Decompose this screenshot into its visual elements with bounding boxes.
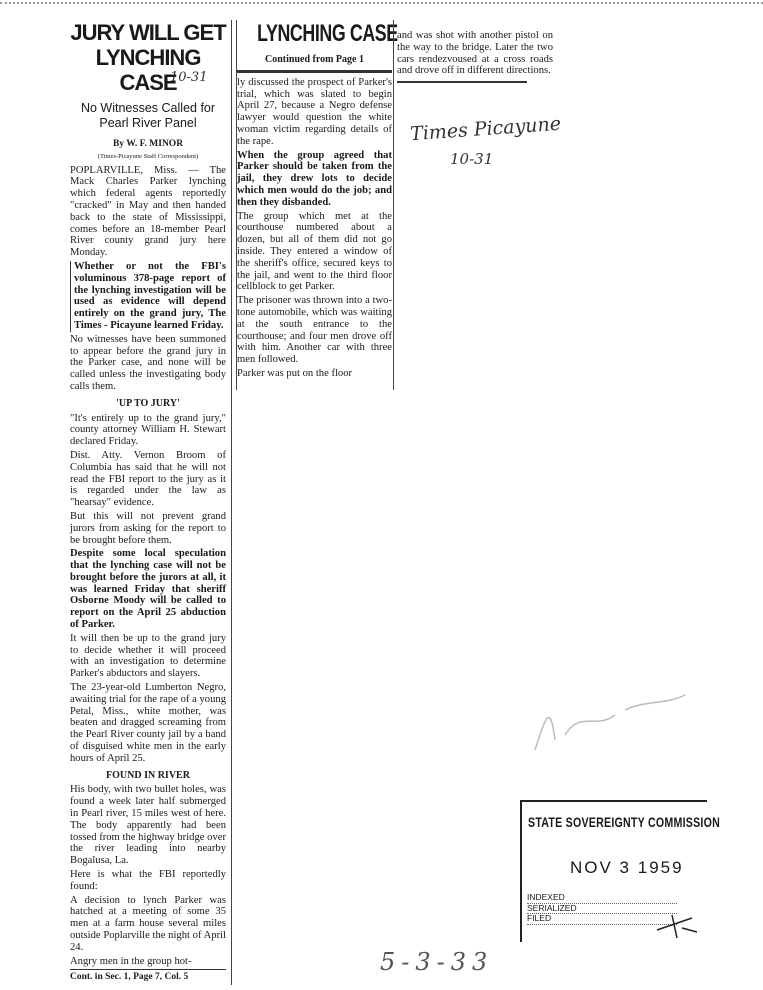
paragraph: Whether or not the FBI's voluminous 378-page report of the lynching investigation will be used as evidence will depend entirely on the grand jury, The Times - Picayune learned Friday. — [70, 261, 226, 332]
paragraph: ly discussed the prospect of Parker's trial, which was slated to begin April 27, because a Negro defense lawyer would question the white woman victim regarding details of the rape. — [237, 76, 392, 147]
paragraph: "It's entirely up to the grand jury," county attorney William H. Stewart declared Friday. — [70, 412, 226, 448]
stamp-initials — [652, 910, 702, 940]
column-rule — [231, 20, 232, 985]
source-handwriting: Times Picayune — [409, 112, 562, 146]
perforation-edge — [0, 2, 763, 4]
byline: By W. F. MINOR — [112, 139, 184, 149]
faint-scribble — [525, 680, 695, 760]
continued-line: Cont. in Sec. 1, Page 7, Col. 5 — [70, 969, 226, 984]
divider — [397, 81, 527, 83]
byline-affiliation: (Times-Picayune Staff Correspondent) — [97, 152, 199, 160]
stamp-field-indexed: INDEXED — [527, 893, 677, 904]
stamp-date: NOV 3 1959 — [570, 858, 684, 877]
date-handwriting: 10-31 — [450, 150, 494, 168]
paragraph: The group which met at the courthouse numbered about a dozen, but all of them did not go inside. They entered a window of the sheriff's office, secured keys to the jail, and went to the third floor cellblock to get Parker. — [237, 210, 392, 293]
column-rule — [393, 20, 394, 390]
column-rule — [236, 20, 237, 390]
stamp-field-filed: FILED — [527, 914, 677, 925]
article-column-2 — [237, 20, 398, 382]
bottom-handwritten-number: 5-3-33 — [380, 948, 494, 976]
state-sovereignty-stamp — [520, 800, 721, 942]
article-column-1 — [70, 20, 226, 984]
paragraph: Angry men in the group hot- — [70, 955, 192, 967]
paragraph: POPLARVILLE, Miss. — The Mack Charles Parker lynching which federal agents reportedly "cracked" in May and then handed back to the state of Mississippi, comes before an 18-member Pearl River county grand jury here Monday. — [70, 164, 226, 259]
continued-headline: LYNCHING CASE — [257, 20, 398, 47]
paragraph: Dist. Atty. Vernon Broom of Columbia has said that he will not read the FBI report to the jury as it is regarded under the law as "hearsay" evidence. — [70, 449, 226, 509]
paragraph: A decision to lynch Parker was hatched at a meeting of some 35 men at a farm house several miles outside Poplarville the night of April 24. — [70, 894, 226, 953]
paragraph: Despite some local speculation that the lynching case will not be brought before the jurors at all, it was learned Friday that sheriff Osborne Moody will be called to report on the April 25 abduction of Parker. — [70, 548, 226, 631]
stamp-title: STATE SOVEREIGNTY COMMISSION — [528, 814, 721, 830]
headline: JURY WILL GET LYNCHING CASE — [70, 20, 226, 95]
paragraph: No witnesses have been summoned to appear before the grand jury in the Parker case, and none will be called unless the investigating body calls them. — [70, 333, 226, 392]
paragraph: The prisoner was thrown into a two-tone automobile, which was waiting at the south entrance to the courthouse; and four men drove off with him. Another car with three men followed. — [237, 295, 392, 366]
subhead: 'UP TO JURY' — [116, 397, 180, 409]
subhead: FOUND IN RIVER — [106, 769, 190, 781]
continued-from: Continued from Page 1 — [265, 54, 364, 65]
date-mark: 10-31 — [170, 70, 208, 85]
paragraph: It will then be up to the grand jury to decide whether it will proceed with an investigation to determine Parker's abductors and slayers. — [70, 632, 226, 680]
paragraph: His body, with two bullet holes, was found a week later half submerged in Pearl river, 15 miles west of here. The body apparently had been tossed from the highway bridge over the river leading into nearby Bogalusa, La. — [70, 784, 226, 867]
paragraph: Parker was put on the floor — [237, 367, 353, 379]
paragraph: The 23-year-old Lumberton Negro, awaiting trial for the rape of a young Petal, Miss., white mother, was beaten and dragged screaming from the Pearl River county jail by a band of disguised white men in the early hours of April 25. — [70, 682, 226, 764]
article-column-3 — [397, 30, 553, 87]
paragraph: When the group agreed that Parker should be taken from the jail, they drew lots to decide which men would do the job; and then they disbanded. — [237, 149, 392, 208]
divider — [237, 70, 392, 73]
subheadline: No Witnesses Called for Pearl River Panel — [80, 101, 216, 130]
stamp-field-serialized: SERIALIZED — [527, 904, 677, 915]
paragraph: But this will not prevent grand jurors from asking for the report to be brought before them. — [70, 510, 226, 546]
paragraph: Here is what the FBI reportedly found: — [70, 869, 226, 892]
paragraph: and was shot with another pistol on the way to the bridge. Later the two cars rendezvoused at a cross roads and drove off in different directions. — [397, 30, 553, 77]
